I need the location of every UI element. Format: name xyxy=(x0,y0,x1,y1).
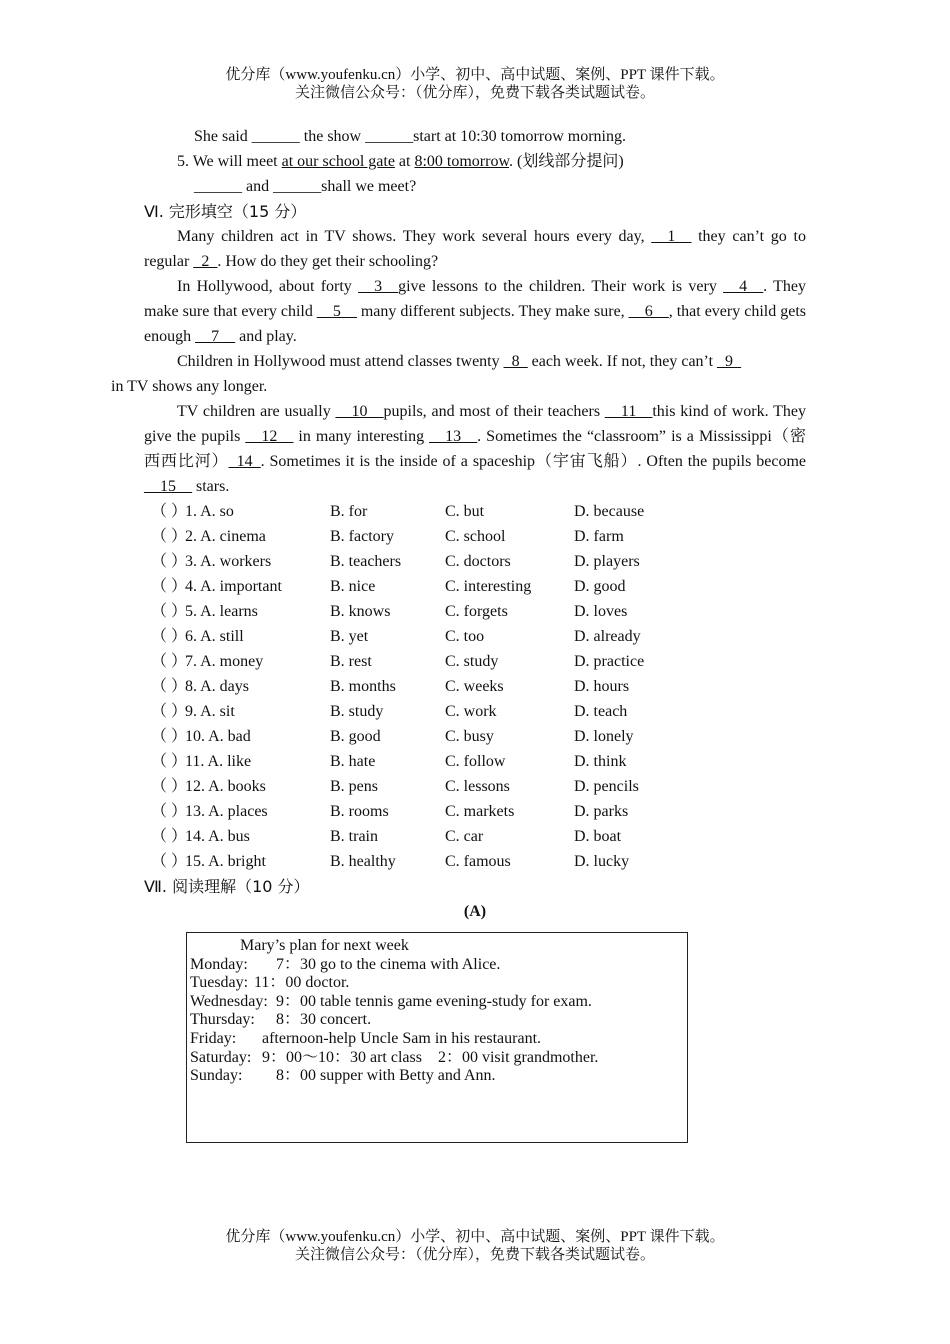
cloze-blank: __13__ xyxy=(429,428,478,445)
option-b: B. study xyxy=(330,703,384,720)
option-d: D. already xyxy=(574,628,641,645)
option-row xyxy=(144,849,806,874)
plan-row-tuesday xyxy=(190,974,687,993)
header-line-2: 关注微信公众号：（优分库），免费下载各类试题试卷。 xyxy=(294,85,655,101)
option-b: B. yet xyxy=(330,628,369,645)
option-c: C. study xyxy=(445,653,499,670)
option-row xyxy=(144,724,806,749)
text: 5. We will meet xyxy=(177,153,282,170)
text: they can’t go to regular xyxy=(144,228,806,270)
answer-paren[interactable]: （ ） xyxy=(151,778,188,795)
option-row xyxy=(144,499,806,524)
option-b: B. rest xyxy=(330,653,372,670)
reading-section-title: Ⅶ. 阅读理解（10 分） xyxy=(144,877,310,896)
option-row xyxy=(144,674,806,699)
plan-text: 11：00 doctor. xyxy=(254,974,350,992)
option-c: C. doctors xyxy=(445,553,511,570)
option-b: B. hate xyxy=(330,753,376,770)
option-row xyxy=(144,824,806,849)
option-c: C. but xyxy=(445,503,485,520)
option-b: B. factory xyxy=(330,528,394,545)
plan-text: 8：00 supper with Betty and Ann. xyxy=(276,1067,496,1085)
cloze-blank: _9_ xyxy=(717,353,742,370)
text: Children in Hollywood must attend classes twenty xyxy=(177,353,504,370)
cloze-blank: __4__ xyxy=(723,278,764,295)
cloze-blank: __3__ xyxy=(358,278,399,295)
text: pupils, and most of their teachers xyxy=(383,403,605,420)
option-a: 15. A. bright xyxy=(185,853,266,870)
option-c: C. follow xyxy=(445,753,506,770)
plan-day: Friday: xyxy=(190,1029,237,1047)
option-a: 12. A. books xyxy=(185,778,266,795)
option-b: B. for xyxy=(330,503,368,520)
cloze-paragraph-2 xyxy=(144,274,806,349)
answer-paren[interactable]: （ ） xyxy=(151,628,188,645)
option-a: 2. A. cinema xyxy=(185,528,266,545)
plan-row-sunday xyxy=(190,1067,687,1086)
answer-paren[interactable]: （ ） xyxy=(151,653,188,670)
option-row xyxy=(144,749,806,774)
option-d: D. lonely xyxy=(574,728,634,745)
option-a: 11. A. like xyxy=(185,753,252,770)
underlined-phrase: 8:00 tomorrow xyxy=(414,153,509,170)
text: She said xyxy=(194,128,252,145)
plan-row-monday xyxy=(190,956,687,975)
option-row xyxy=(144,774,806,799)
text: the show xyxy=(299,128,366,145)
page-footer xyxy=(0,1228,950,1264)
option-d: D. players xyxy=(574,553,640,570)
text: and play. xyxy=(235,328,297,345)
plan-text: afternoon-help Uncle Sam in his restaurant. xyxy=(262,1029,542,1047)
option-row xyxy=(144,599,806,624)
option-a: 7. A. money xyxy=(185,653,264,670)
plan-day: Saturday: xyxy=(190,1048,252,1066)
text: . They make sure that every child xyxy=(144,278,807,320)
option-d: D. parks xyxy=(574,803,629,820)
cloze-blank: _2_ xyxy=(193,253,218,270)
plan-row-wednesday xyxy=(190,993,687,1012)
cloze-paragraph-4 xyxy=(144,399,806,499)
answer-paren[interactable]: （ ） xyxy=(151,753,188,770)
option-a: 4. A. important xyxy=(185,578,282,595)
plan-text: 8：30 concert. xyxy=(276,1011,372,1029)
answer-paren[interactable]: （ ） xyxy=(151,828,188,845)
underlined-phrase: at our school gate xyxy=(281,153,395,170)
header-line-1: 优分库（www.youfenku.cn）小学、初中、高中试题、案例、PPT 课件下载。 xyxy=(225,67,725,83)
cloze-blank: _8_ xyxy=(503,353,528,370)
answer-paren[interactable]: （ ） xyxy=(151,553,188,570)
text: , that every child gets enough xyxy=(144,303,806,345)
exam-content xyxy=(111,124,807,924)
option-row xyxy=(144,649,806,674)
answer-paren[interactable]: （ ） xyxy=(151,803,188,820)
option-c: C. markets xyxy=(445,803,515,820)
option-row xyxy=(144,549,806,574)
plan-row-friday xyxy=(190,1030,687,1049)
option-row xyxy=(144,624,806,649)
plan-row-thursday xyxy=(190,1011,687,1030)
text: at xyxy=(394,153,415,170)
option-a: 6. A. still xyxy=(185,628,244,645)
text: TV children are usually xyxy=(177,403,336,420)
answer-paren[interactable]: （ ） xyxy=(151,578,188,595)
cloze-blank: __10__ xyxy=(335,403,384,420)
option-d: D. think xyxy=(574,753,627,770)
option-row xyxy=(144,524,806,549)
option-c: C. car xyxy=(445,828,484,845)
cloze-paragraph-3 xyxy=(111,349,806,399)
text: this kind of work. They give the pupils xyxy=(144,403,807,445)
option-d: D. hours xyxy=(574,678,630,695)
option-a: 3. A. workers xyxy=(185,553,272,570)
option-c: C. school xyxy=(445,528,506,545)
cloze-section-title: Ⅵ. 完形填空（15 分） xyxy=(144,202,307,221)
cloze-paragraph-1 xyxy=(144,224,806,274)
answer-blank[interactable]: ______ xyxy=(273,178,322,195)
cloze-blank: __6__ xyxy=(628,303,669,320)
option-c: C. famous xyxy=(445,853,511,870)
option-row xyxy=(144,799,806,824)
option-d: D. loves xyxy=(574,603,628,620)
option-d: D. pencils xyxy=(574,778,639,795)
text: in many interesting xyxy=(293,428,430,445)
text: start at 10:30 tomorrow morning. xyxy=(413,128,626,145)
option-c: C. weeks xyxy=(445,678,504,695)
text: Many children act in TV shows. They work several hours every day, xyxy=(177,228,652,245)
plan-title: Mary’s plan for next week xyxy=(240,937,409,954)
option-a: 5. A. learns xyxy=(185,603,258,620)
mary-plan-box xyxy=(186,932,688,1143)
plan-day: Tuesday: xyxy=(190,974,249,992)
option-a: 10. A. bad xyxy=(185,728,251,745)
cloze-blank: __1__ xyxy=(651,228,692,245)
answer-paren[interactable]: （ ） xyxy=(151,528,188,545)
text: stars. xyxy=(192,478,230,495)
text: many different subjects. They make sure, xyxy=(356,303,629,320)
page-header xyxy=(0,66,950,102)
passage-label: (A) xyxy=(463,903,487,920)
option-d: D. good xyxy=(574,578,626,595)
text: . Sometimes it is the inside of a spaceship（宇宙飞船）. Often the pupils become xyxy=(260,453,806,470)
answer-blank[interactable]: ______ xyxy=(251,128,300,145)
plan-day: Monday: xyxy=(190,955,248,973)
answer-paren[interactable]: （ ） xyxy=(151,603,188,620)
text: in TV shows any longer. xyxy=(111,378,268,395)
answer-paren[interactable]: （ ） xyxy=(151,853,188,870)
option-d: D. boat xyxy=(574,828,622,845)
option-c: C. interesting xyxy=(445,578,532,595)
plan-text: 9：00 table tennis game evening-study for exam. xyxy=(276,992,592,1010)
plan-day: Thursday: xyxy=(190,1011,255,1029)
cloze-blank: __7__ xyxy=(195,328,236,345)
footer-line-1: 优分库（www.youfenku.cn）小学、初中、高中试题、案例、PPT 课件下载。 xyxy=(225,1229,725,1245)
option-b: B. teachers xyxy=(330,553,402,570)
option-d: D. lucky xyxy=(574,853,630,870)
option-c: C. too xyxy=(445,628,485,645)
plan-text: 9：00～10：30 art class 2：00 visit grandmother. xyxy=(262,1048,599,1066)
option-b: B. nice xyxy=(330,578,376,595)
option-row xyxy=(144,574,806,599)
cloze-options xyxy=(144,499,806,874)
text: . Sometimes the “classroom” is a Mississippi（密西西比河） xyxy=(144,428,806,470)
text: give lessons to the children. Their work is very xyxy=(398,278,724,295)
option-a: 8. A. days xyxy=(185,678,249,695)
option-b: B. healthy xyxy=(330,853,396,870)
option-b: B. pens xyxy=(330,778,378,795)
option-d: D. because xyxy=(574,503,645,520)
option-b: B. months xyxy=(330,678,396,695)
cloze-blank: __15__ xyxy=(144,478,192,495)
option-d: D. practice xyxy=(574,653,645,670)
plan-row-saturday xyxy=(190,1049,687,1068)
option-b: B. train xyxy=(330,828,378,845)
text: In Hollywood, about forty xyxy=(177,278,359,295)
cloze-blank: __5__ xyxy=(316,303,357,320)
answer-blank[interactable]: ______ xyxy=(194,178,242,195)
text: . How do they get their schooling? xyxy=(217,253,439,270)
text: and xyxy=(242,178,274,195)
option-a: 13. A. places xyxy=(185,803,268,820)
option-a: 14. A. bus xyxy=(185,828,250,845)
rewrite-q4-line xyxy=(144,124,806,149)
option-b: B. rooms xyxy=(330,803,389,820)
text: each week. If not, they can’t xyxy=(527,353,718,370)
cloze-blank: __12__ xyxy=(245,428,294,445)
rewrite-q5-answer xyxy=(144,174,806,199)
option-d: D. farm xyxy=(574,528,624,545)
option-row xyxy=(144,699,806,724)
plan-day: Wednesday: xyxy=(190,992,268,1010)
option-a: 9. A. sit xyxy=(185,703,235,720)
answer-paren[interactable]: （ ） xyxy=(151,703,188,720)
cloze-blank: _14_ xyxy=(228,453,261,470)
option-b: B. knows xyxy=(330,603,391,620)
plan-day: Sunday: xyxy=(190,1067,243,1085)
option-d: D. teach xyxy=(574,703,628,720)
option-c: C. busy xyxy=(445,728,494,745)
plan-text: 7：30 go to the cinema with Alice. xyxy=(276,955,501,973)
option-c: C. work xyxy=(445,703,497,720)
answer-paren[interactable]: （ ） xyxy=(151,728,188,745)
option-c: C. lessons xyxy=(445,778,510,795)
text: . (划线部分提问) xyxy=(508,153,624,170)
cloze-blank: __11__ xyxy=(604,403,653,420)
text: shall we meet? xyxy=(321,178,417,195)
answer-paren[interactable]: （ ） xyxy=(151,678,188,695)
footer-line-2: 关注微信公众号：（优分库），免费下载各类试题试卷。 xyxy=(294,1247,655,1263)
option-c: C. forgets xyxy=(445,603,508,620)
option-b: B. good xyxy=(330,728,381,745)
rewrite-q5 xyxy=(144,149,806,174)
answer-paren[interactable]: （ ） xyxy=(151,503,188,520)
answer-blank[interactable]: ______ xyxy=(365,128,414,145)
option-a: 1. A. so xyxy=(185,503,234,520)
